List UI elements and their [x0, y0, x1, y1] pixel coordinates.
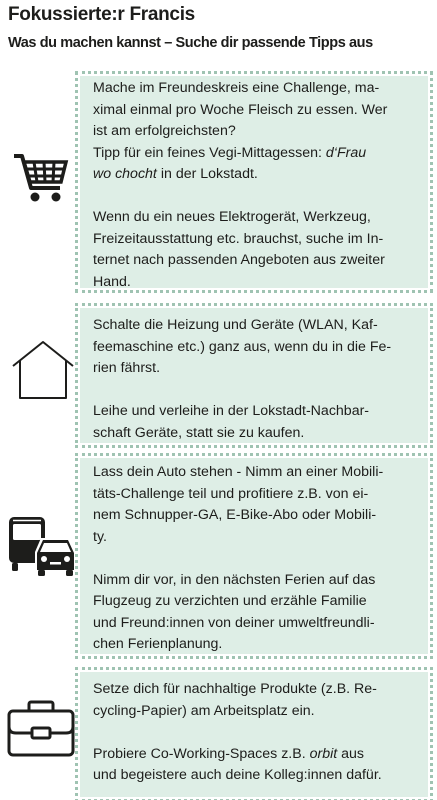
tip-paragraph — [80, 207, 428, 293]
tip-line: täts-Challenge teil und profitiere z.B. von ei- — [93, 485, 369, 502]
tips-card-shopping — [80, 76, 428, 288]
tip-paragraph — [80, 679, 428, 722]
tip-line: aus — [337, 745, 365, 762]
tip-line: Setze dich für nachhaltige Produkte (z.B. Re- — [93, 681, 377, 697]
tip-line: ty. — [93, 528, 107, 545]
tip-line: Hand. — [93, 273, 131, 290]
tip-line: Leihe und verleihe in der Lokstadt-Nachbar- — [93, 403, 370, 419]
tip-line: Mache im Freundeskreis eine Challenge, ma- — [93, 80, 380, 96]
tip-paragraph — [80, 744, 428, 787]
tip-line: chen Ferienplanung. — [93, 636, 223, 652]
tip-line: Probiere Co-Working-Spaces z.B. — [93, 745, 310, 762]
restaurant-name: d‘Frau — [325, 144, 367, 161]
tips-card-mobility — [80, 458, 428, 654]
tip-line: Tipp für ein feines Vegi-Mittagessen: — [93, 144, 326, 161]
restaurant-name: wo chocht — [93, 166, 157, 182]
tip-line: Freizeitausstattung etc. brauchst, suche im In- — [93, 230, 384, 247]
tip-line: rien fährst. — [93, 360, 161, 376]
tip-line: schaft Geräte, statt sie zu kaufen. — [93, 424, 305, 441]
tips-card-work — [80, 672, 428, 797]
tip-line: Wenn du ein neues Elektrogerät, Werkzeug, — [93, 209, 371, 225]
tip-line: in der Lokstadt. — [156, 166, 258, 182]
tip-line: feemaschine etc.) ganz aus, wenn du in die Fe- — [93, 338, 392, 355]
tip-paragraph — [80, 570, 428, 656]
tip-line: Schalte die Heizung und Geräte (WLAN, Kaf- — [93, 317, 378, 333]
tip-line: ternet nach passenden Angeboten aus zweiter — [93, 252, 385, 268]
page-title: Fokussierte:r Francis — [8, 4, 195, 25]
shopping-cart-icon — [12, 150, 70, 206]
page-subtitle: Was du machen kannst – Suche dir passende Tipps aus — [8, 35, 373, 51]
house-icon — [10, 338, 76, 402]
tip-line: ist am erfolgreichsten? — [93, 123, 236, 139]
tip-line: und Freund:innen von deiner umweltfreundli- — [93, 614, 375, 631]
tip-paragraph — [80, 462, 428, 548]
bus-and-car-icon — [6, 514, 78, 576]
tips-card-home — [80, 308, 428, 443]
tip-line: ximal einmal pro Woche Fleisch zu essen. Wer — [93, 101, 388, 118]
tip-line: cycling-Papier) am Arbeitsplatz ein. — [93, 702, 315, 719]
tip-line: nem Schnupper-GA, E-Bike-Abo oder Mobili- — [93, 507, 377, 523]
briefcase-icon — [6, 700, 76, 758]
tip-line: Lass dein Auto stehen - Nimm an einer Mobili- — [93, 464, 384, 480]
tip-paragraph — [80, 401, 428, 444]
tip-paragraph — [80, 78, 428, 186]
tip-line: und begeistere auch deine Kolleg:innen dafür. — [93, 767, 382, 783]
tip-paragraph — [80, 315, 428, 380]
tip-line: Nimm dir vor, in den nächsten Ferien auf das — [93, 571, 376, 588]
tip-line: Flugzeug zu verzichten und erzähle Familie — [93, 593, 367, 609]
coworking-name: orbit — [309, 745, 338, 762]
